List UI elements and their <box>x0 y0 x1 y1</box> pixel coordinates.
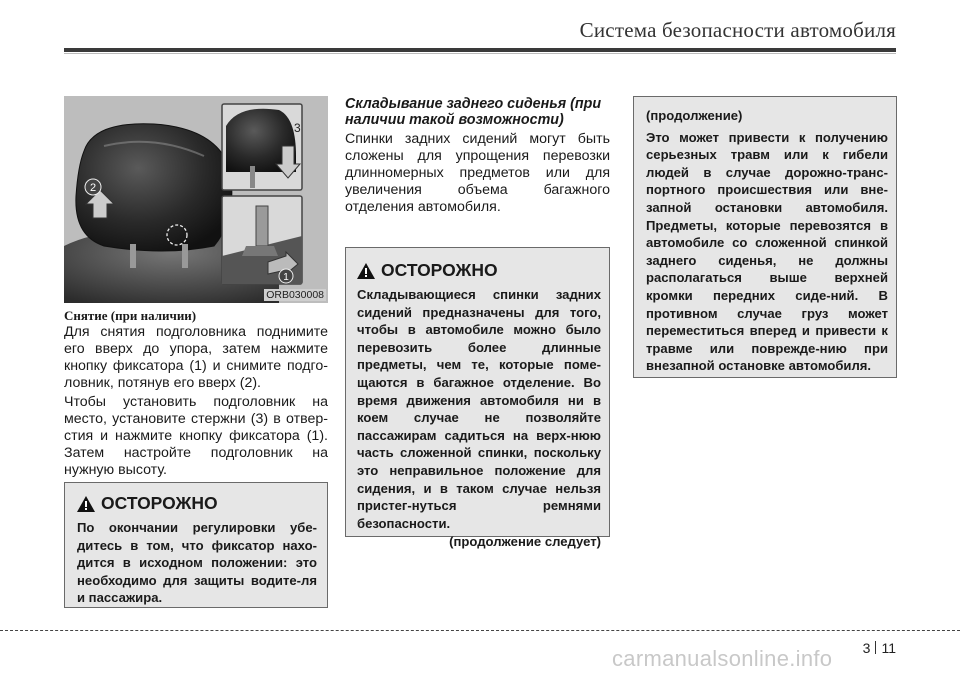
warning-triangle-icon <box>357 263 375 279</box>
fold-seat-title: Складывание заднего сиденья (при наличии такой возможности) <box>345 96 602 128</box>
watermark: carmanualsonline.info <box>612 646 833 671</box>
callout-1: 1 <box>283 272 289 283</box>
removal-paragraph: Для снятия подголовника поднимите его вверх до упора, затем нажмите кнопку фиксатора (1) и снимите подго-ловник, потянув его вверх (2). <box>64 324 328 391</box>
removal-title: Снятие (при наличии) <box>64 308 197 323</box>
page-number <box>863 640 896 656</box>
warning-triangle-icon <box>77 496 95 512</box>
warning-box-middle <box>345 247 610 550</box>
header-rule-thin <box>64 53 896 54</box>
warning-title: ОСТОРОЖНО <box>381 260 498 280</box>
warning-title: ОСТОРОЖНО <box>101 493 218 513</box>
warning-header <box>357 260 601 281</box>
figure-code: ORB030008 <box>266 289 324 301</box>
warning-box-left <box>64 482 328 608</box>
continued-note: (продолжение следует) <box>449 534 601 550</box>
footer-rule <box>0 630 960 631</box>
headrest-figure <box>64 96 328 303</box>
page-number-value: 11 <box>881 640 896 656</box>
chapter-number: 3 <box>862 640 871 656</box>
install-paragraph: Чтобы установить подголовник на место, установите стержни (3) в отвер-стия и нажмите кнопку фиксатора (1). Затем настройте подголовник на нужную высоту. <box>64 394 328 478</box>
callout-2: 2 <box>89 182 97 194</box>
continued-label: (продолжение) <box>646 108 743 123</box>
warning-text: Складывающиеся спинки задних сидений предназначены для того, чтобы в автомобиле можно было перевозить более длинные предметы, чем те, которые поме-щаются в багажное отделение. Во время движения автомобиля ни в коем случае не позволяйте пассажирам садиться на верх-нюю часть сложенной спинки, поскольку это неправильное положение для сидения, и в таком случае нельзя пристег-нуться ремнями безопасности. <box>357 287 601 531</box>
warning-header <box>77 493 317 514</box>
page-number-separator <box>875 641 876 654</box>
header-rule <box>64 48 896 52</box>
warning-box-right <box>633 96 897 378</box>
warning-text: По окончании регулировки убе-дитесь в том, что фиксатор нахо-дится в исходном положении: это необходимо для защиты водите-ля и пассажира. <box>77 520 317 606</box>
fold-seat-paragraph: Спинки задних сидений могут быть сложены для упрощения перевозки длинномерных предметов или для увеличения объема багажного отделения автомобиля. <box>345 131 610 215</box>
headrest-illustration <box>64 96 328 303</box>
page-header: Система безопасности автомобиля <box>579 18 896 42</box>
callout-3: 3 <box>294 121 301 135</box>
warning-text: Это может привести к получению серьезных травм или к гибели людей в случае дорожно-транс-портного происшествия или вне-запной остановки автомобиля. Предметы, которые перевозятся в автомобиле со сложенной спинкой заднего сиденья, не должны располагаться выше верхней кромки передних сиде-ний. В противном случае груз может переместиться вперед и привести к травме или поврежде-нию при внезапной остановке автомобиля. <box>646 129 888 374</box>
